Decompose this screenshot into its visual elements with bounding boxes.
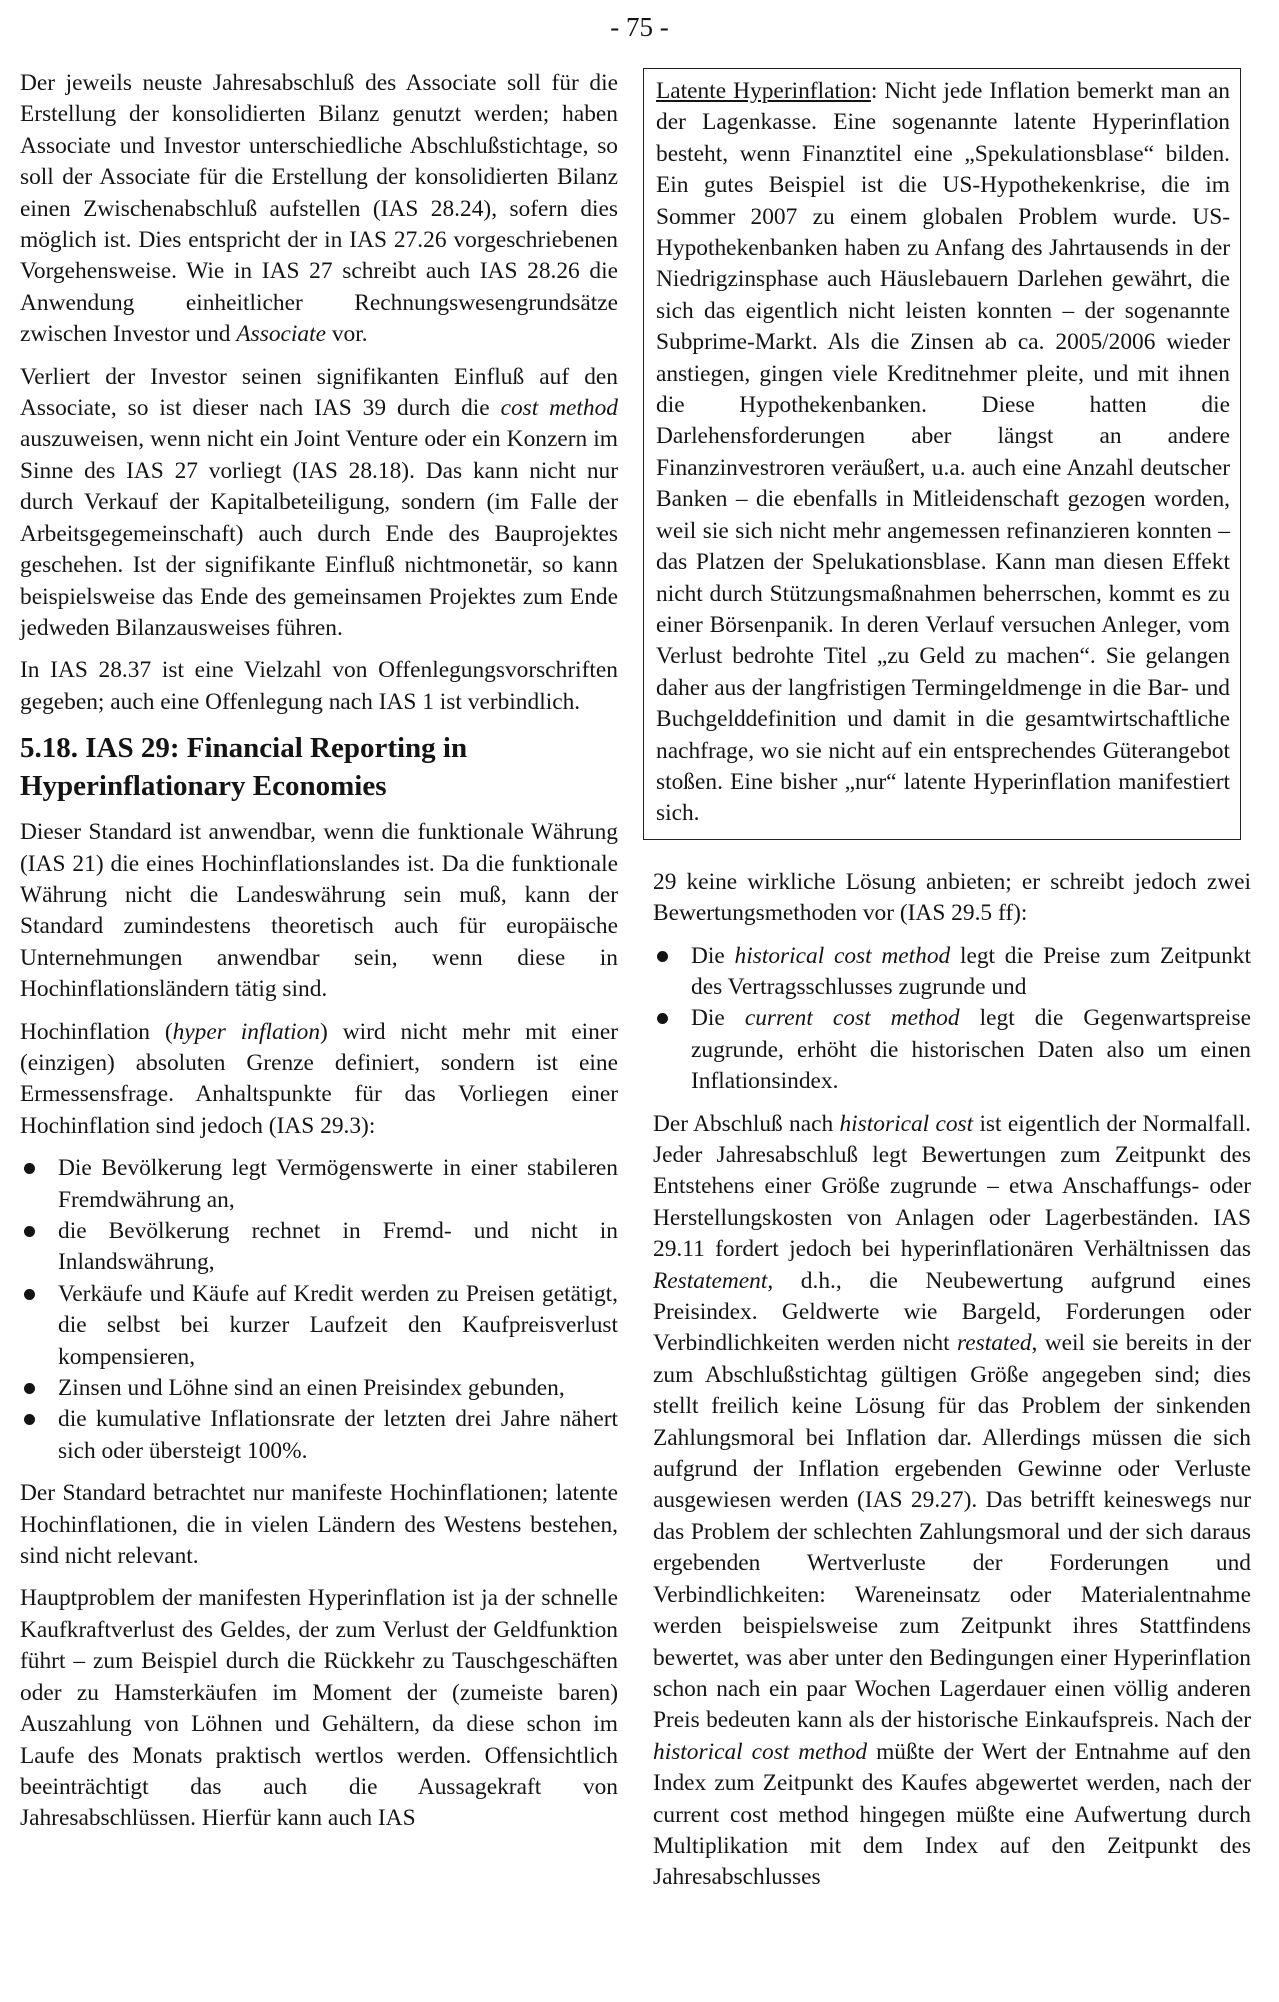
paragraph: Der Abschluß nach historical cost ist eigentlich der Normalfall. Jeder Jahresabschluß legt Bewertungen zum Zeitpunkt des Entstehens einer Größe zugrunde – etwa Anschaffungs- oder Herstellungskosten von Anlagen oder Lagerbeständen. IAS 29.11 fordert jedoch bei hyperinflationären Verhältnissen das Restatement, d.h., die Neubewertung aufgrund eines Preisindex. Geldwerte wie Bargeld, Forderungen oder Verbindlichkeiten werden nicht restated, weil sie bereits in der zum Abschlußstichtag gültigen Größe angegeben sind; dies stellt freilich keine Lösung für das Problem der sinkenden Zahlungsmoral bei Inflation dar. Allerdings müssen die sich aufgrund der Inflation ergebenden Gewinne oder Verluste ausgewiesen werden (IAS 29.27). Das betrifft keineswegs nur das Problem der schlechten Zahlungsmoral und der sich daraus ergebenden Wertverluste der Forderungen und Verbindlichkeiten: Wareneinsatz oder Materialentnahme werden beispielsweise zum Zeitpunkt ihres Stattfindens bewertet, was aber unter den Bedingungen einer Hyperinflation schon nach ein paar Wochen Lagerdauer einen völlig anderen Preis bedeuten kann als der historische Einkaufspreis. Nach der historical cost method müßte der Wert der Entnahme auf den Index zum Zeitpunkt des Kaufes abgewertet werden, nach der current cost method hingegen müßte eine Aufwertung durch Multiplikation mit dem Index auf den Zeitpunkt des Jahresabschlusses [653, 1110, 1251, 1891]
right-column [653, 68, 1251, 1894]
section-heading: 5.18. IAS 29: Financial Reporting in Hyperinflationary Economies [20, 732, 468, 803]
list-item: Die historical cost method legt die Preise zum Zeitpunkt des Vertragsschlusses zugrunde und [653, 941, 1251, 1004]
list-item: Die current cost method legt die Gegenwartspreise zugrunde, erhöht die historischen Daten also um einen Inflationsindex. [653, 1003, 1251, 1097]
paragraph: In IAS 28.37 ist eine Vielzahl von Offenlegungsvorschriften gegeben; auch eine Offenlegung nach IAS 1 ist verbindlich. [20, 657, 618, 715]
paragraph: Dieser Standard ist anwendbar, wenn die funktionale Währung (IAS 21) die eines Hochinflationslandes ist. Da die funktionale Währung nicht die Landeswährung sein muß, kann der Standard zumindestens theoretisch auch für europäische Unternehmungen anwendbar sein, wenn diese in Hochinflationsländern tätig sind. [20, 819, 618, 1003]
paragraph: Verliert der Investor seinen signifikanten Einfluß auf den Associate, so ist dieser nach IAS 39 durch die cost method auszuweisen, wenn nicht ein Joint Venture oder ein Konzern im Sinne des IAS 27 vorliegt (IAS 28.18). Das kann nicht nur durch Verkauf der Kapitalbeteiligung, sondern (im Falle der Arbeitsgegemeinschaft) auch durch Ende des Bauprojektes geschehen. Ist der signifikante Einfluß nichtmonetär, so kann beispielsweise das Ende des gemeinsamen Projektes zum Ende jedweden Bilanzausweises führen. [20, 363, 619, 641]
paragraph: Der Standard betrachtet nur manifeste Hochinflationen; latente Hochinflationen, die in vielen Ländern des Westens bestehen, sind nicht relevant. [20, 1480, 618, 1570]
paragraph: Hauptproblem der manifesten Hyperinflation ist ja der schnelle Kaufkraftverlust des Geldes, der zum Verlust der Geldfunktion führt – zum Beispiel durch die Rückkehr zu Tauschgeschäften oder zu Hamsterkäufen im Moment der (zumeiste baren) Auszahlung von Löhnen und Gehältern, da diese schon im Laufe des Monats praktisch wertlos werden. Offensichtlich beeinträchtigt das auch die Aussagekraft von Jahresabschlüssen. Hierfür kann auch IAS [20, 1585, 618, 1832]
list-item: Verkäufe und Käufe auf Kredit werden zu Preisen getätigt, die selbst bei kurzer Laufzeit den Kaufpreisverlust kompensieren, [20, 1279, 618, 1373]
page-number: - 75 - [610, 12, 669, 42]
paragraph: 29 keine wirkliche Lösung anbieten; er schreibt jedoch zwei Bewertungsmethoden vor (IAS 29.5 ff): [653, 868, 1251, 927]
paragraph: Der jeweils neuste Jahresabschluß des Associate soll für die Erstellung der konsolidierten Bilanz genutzt werden; haben Associate und Investor unterschiedliche Abschlußstichtage, so soll der Associate für die Erstellung der konsolidierten Bilanz einen Zwischenabschluß aufstellen (IAS 28.24), sofern dies möglich ist. Dies entspricht der in IAS 27.26 vorgeschriebenen Vorgehensweise. Wie in IAS 27 schreibt auch IAS 28.26 die Anwendung einheitlicher Rechnungswesengrundsätze zwischen Investor und Associate vor. [20, 70, 618, 348]
info-box [643, 68, 1241, 840]
list-item: Zinsen und Löhne sind an einen Preisindex gebunden, [20, 1373, 618, 1404]
left-column [20, 68, 618, 1835]
info-box-term: Latente Hyperinflation [656, 78, 871, 104]
bullet-list [20, 1153, 618, 1467]
info-box-text: Latente Hyperinflation: Nicht jede Inflation bemerkt man an der Lagenkasse. Eine sogenannte latente Hyperinflation besteht, wenn Finanztitel eine „Spekulationsblase“ bilden. Ein gutes Beispiel ist die US-Hypothekenkrise, die im Sommer 2007 zu einem globalen Problem wurde. US-Hypothekenbanken haben zu Anfang des Jahrtausends in der Niedrigzinsphase auch Häuslebauern Darlehen gewährt, die sich das eigentlich nicht leisten konnten – der sogenannte Subprime-Markt. Als die Zinsen ab ca. 2005/2006 wieder anstiegen, gingen viele Kreditnehmer pleite, und mit ihnen die Hypothekenbanken. Diese hatten die Darlehensforderungen aber längst an andere Finanzinvestroren veräußert, u.a. auch eine Anzahl deutscher Banken – die ebenfalls in Mitleidenschaft gezogen worden, weil sie sich nicht mehr angemessen refinanzieren konnten – das Platzen der Spelukationsblase. Kann man diesen Effekt nicht durch Stützungsmaßnahmen beherrschen, kommt es zu einer Börsenpanik. In deren Verlauf versuchen Anleger, vom Verlust bedrohte Titel „zu Geld zu machen“. Sie gelangen daher aus der langfristigen Termingeldmenge in die Bar- und Buchgelddefinition und damit in die gesamtwirtschaftliche nachfrage, wo sie nicht auf ein entsprechendes Güterangebot stoßen. Eine bisher „nur“ latente Hyperinflation manifestiert sich. [656, 78, 1230, 827]
bullet-list [653, 941, 1251, 1098]
list-item: die Bevölkerung rechnet in Fremd- und nicht in Inlandswährung, [20, 1216, 618, 1279]
list-item: die kumulative Inflationsrate der letzten drei Jahre nähert sich oder übersteigt 100%. [20, 1404, 618, 1467]
paragraph: Hochinflation (hyper inflation) wird nicht mehr mit einer (einzigen) absoluten Grenze definiert, sondern ist eine Ermessensfrage. Anhaltspunkte für das Vorliegen einer Hochinflation sind jedoch (IAS 29.3): [20, 1018, 618, 1139]
list-item: Die Bevölkerung legt Vermögenswerte in einer stabileren Fremdwährung an, [20, 1153, 618, 1216]
